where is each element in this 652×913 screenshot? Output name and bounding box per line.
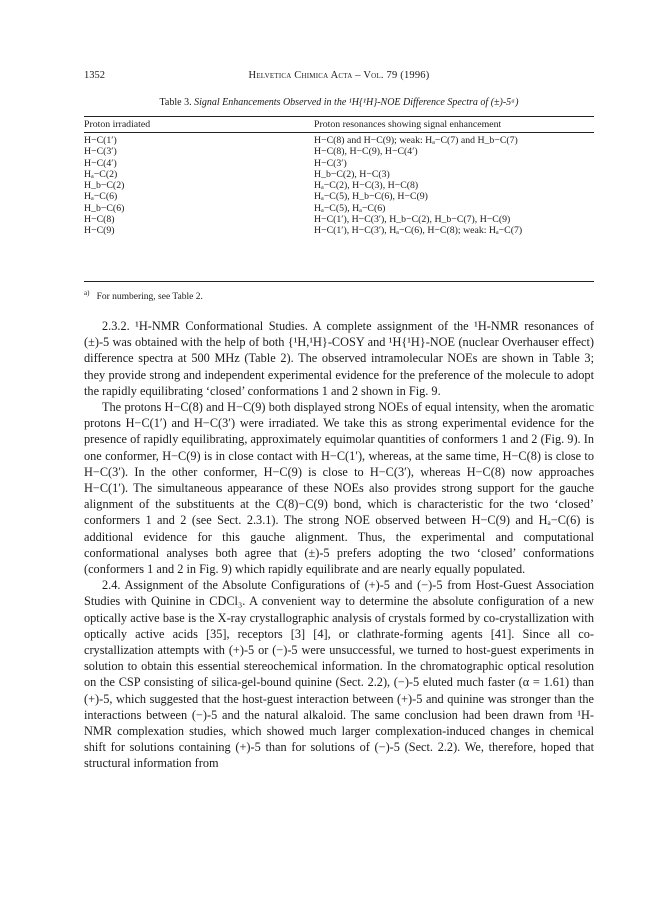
cell-proton-irradiated: H−C(8) (84, 214, 115, 226)
cell-enhanced-resonances: H−C(1′), H−C(3′), Hₐ−C(6), H−C(8); weak: Hₐ−C(7) (314, 225, 523, 237)
paragraph: The protons H−C(8) and H−C(9) both displayed strong NOEs of equal intensity, when the aromatic protons H−C(1′) and H−C(3′) were irradiated. We take this as strong experimental evidence for the presence of rapidly equilibrating, approximately equimolar quantities of conformers 1 and 2 (Fig. 9). In one conformer, H−C(9) is in close contact with H−C(1′), whereas, at the same time, H−C(8) is close to H−C(3′). In the other conformer, H−C(9) is close to H−C(3′), whereas H−C(8) now approaches H−C(1′). The simultaneous appearance of these NOEs also provides strong support for the gauche alignment of the substituents at the C(8)−C(9) bond, which is characteristic for the two ‘closed’ conformers 1 and 2 (see Sect. 2.3.1). The strong NOE observed between H−C(9) and Hₐ−C(6) is additional evidence for this gauche alignment. Thus, the experimental and computational conformational analyses both agree that (±)-5 prefers adopting the two ‘closed’ conformations (conformers 1 and 2 in Fig. 9) which rapidly equilibrate and are nearly equally populated. (84, 400, 594, 577)
cell-enhanced-resonances: H−C(1′), H−C(3′), H_b−C(2), H_b−C(7), H−C(9) (314, 214, 511, 226)
cell-proton-irradiated: H−C(9) (84, 225, 115, 237)
cell-proton-irradiated: Hₐ−C(6) (84, 191, 118, 203)
footnote-mark: a) (84, 289, 90, 297)
table-row (84, 158, 594, 169)
body-text (84, 318, 594, 772)
cell-enhanced-resonances: Hₐ−C(5), Hₐ−C(6) (314, 202, 386, 214)
table-title: Signal Enhancements Observed in the ¹H{¹H}-NOE Difference Spectra of (±)-5ᵃ) (194, 97, 519, 108)
cell-enhanced-resonances: H−C(8) and H−C(9); weak: Hₐ−C(7) and H_b−C(7) (314, 135, 518, 146)
table-bottom-rule (84, 281, 594, 282)
cell-proton-irradiated: Hₐ−C(2) (84, 168, 118, 180)
noe-table (84, 117, 594, 237)
column-header-resonances: Proton resonances showing signal enhancement (314, 118, 502, 130)
cell-enhanced-resonances: H−C(3′) (314, 157, 347, 169)
table-row (84, 146, 594, 157)
cell-proton-irradiated: H−C(3′) (84, 146, 117, 158)
cell-proton-irradiated: H_b−C(2) (84, 180, 125, 192)
table-footnote (84, 289, 203, 302)
column-header-proton-irradiated: Proton irradiated (84, 118, 151, 130)
cell-enhanced-resonances: H−C(8), H−C(9), H−C(4′) (314, 146, 418, 158)
table-row (84, 225, 594, 236)
table-row (84, 131, 594, 146)
table-row (84, 169, 594, 180)
cell-proton-irradiated: H−C(1′) (84, 135, 117, 146)
cell-enhanced-resonances: Hₐ−C(5), H_b−C(6), H−C(9) (314, 191, 428, 203)
cell-enhanced-resonances: Hₐ−C(2), H−C(3), H−C(8) (314, 180, 419, 192)
table-row (84, 191, 594, 202)
table-caption (84, 97, 594, 108)
paragraph: 2.3.2. ¹H-NMR Conformational Studies. A complete assignment of the ¹H-NMR resonances of (±)-5 was obtained with the help of both {¹H,¹H}-COSY and ¹H{¹H}-NOE (nuclear Overhauser effect) difference spectra at 500 MHz (Table 2). The observed intramolecular NOEs are shown in Table 3; they provide strong and independent experimental evidence for the preference of the molecule to adopt the rapidly equilibrating ‘closed’ conformations 1 and 2 shown in Fig. 9. (84, 319, 594, 398)
journal-title: Helvetica Chimica Acta – Vol. 79 (1996) (248, 70, 430, 81)
cell-proton-irradiated: H_b−C(6) (84, 202, 125, 214)
table-label: Table 3. (159, 97, 192, 108)
table-row (84, 203, 594, 214)
table-header-row (84, 117, 594, 131)
paragraph: 2.4. Assignment of the Absolute Configurations of (+)-5 and (−)-5 from Host-Guest Association Studies with Quinine in CDCl₃. A convenient way to determine the absolute configuration of a new optically active base is the X-ray crystallographic analysis of crystals formed by co-crystallization with optically active acids [35], receptors [3] [4], or clathrate-forming agents [41]. Since all co-crystallization attempts with (+)-5 or (−)-5 were unsuccessful, we turned to host-guest experiments in solution to obtain this essential stereochemical information. In the chromatographic optical resolution on the CSP consisting of silica-gel-bound quinine (Sect. 2.2), (−)-5 eluted much faster (α = 1.61) than (+)-5, which suggested that the host-guest interaction between (+)-5 and quinine was stronger than the interactions between (−)-5 and the natural alkaloid. The same conclusion had been drawn from ¹H-NMR complexation studies, which showed much larger complexation-induced changes in chemical shift for solutions containing (+)-5 than for solutions of (−)-5 (Sect. 2.2). We, therefore, hoped that structural information from (84, 578, 594, 771)
cell-proton-irradiated: H−C(4′) (84, 157, 117, 169)
table-row (84, 214, 594, 225)
footnote-text: For numbering, see Table 2. (96, 292, 203, 303)
cell-enhanced-resonances: H_b−C(2), H−C(3) (314, 168, 390, 180)
page-number: 1352 (84, 70, 105, 81)
page-header (84, 70, 594, 84)
table-row (84, 180, 594, 191)
